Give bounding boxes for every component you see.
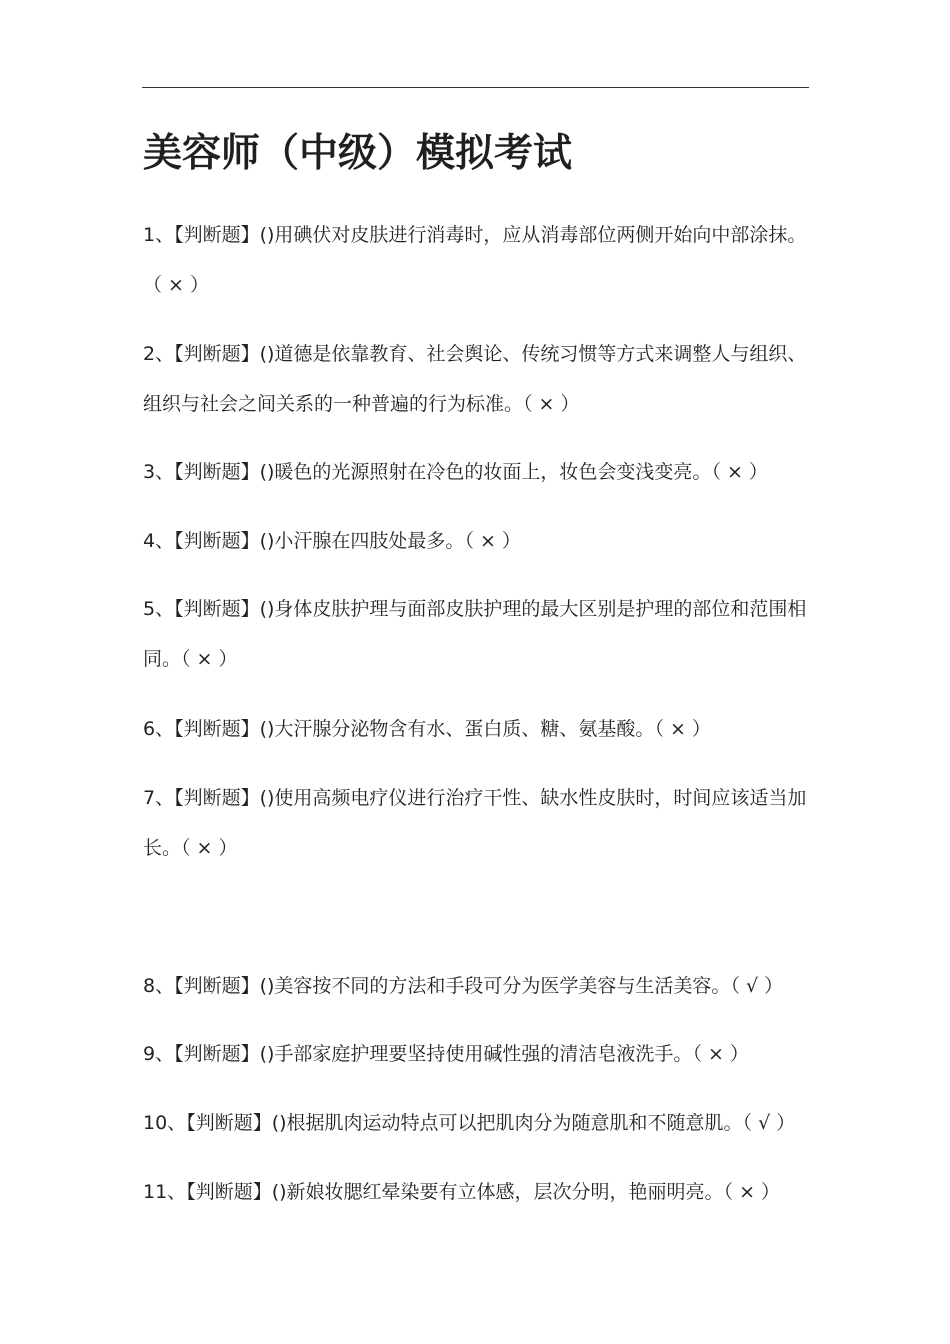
question-text: ()大汗腺分泌物含有水、蛋白质、糖、氨基酸。 (259, 718, 655, 740)
question-answer: （ × ） (654, 718, 711, 740)
question-number: 3、 (143, 461, 175, 483)
question-text: ()小汗腺在四肢处最多。 (259, 530, 465, 552)
question-item (143, 961, 813, 1011)
question-answer: （ × ） (181, 648, 238, 670)
question-number: 2、 (143, 343, 175, 365)
question-type-tag: 【判断题】 (174, 975, 260, 997)
question-text: ()用碘伏对皮肤进行消毒时，应从消毒部位两侧开始向中部涂抹。 (259, 224, 807, 246)
question-number: 7、 (143, 787, 175, 809)
question-text: ()根据肌肉运动特点可以把肌肉分为随意肌和不随意肌。 (271, 1112, 743, 1134)
question-item (143, 210, 813, 310)
top-rule (142, 87, 809, 88)
question-item (143, 516, 813, 566)
question-number: 11、 (143, 1181, 187, 1203)
question-answer: （ √ ） (742, 1112, 796, 1134)
question-item (143, 1098, 813, 1148)
question-type-tag: 【判断题】 (174, 461, 260, 483)
question-answer: （ × ） (181, 837, 238, 859)
question-item (143, 1029, 813, 1079)
question-type-tag: 【判断题】 (174, 224, 260, 246)
question-type-tag: 【判断题】 (186, 1112, 272, 1134)
question-number: 5、 (143, 598, 175, 620)
question-type-tag: 【判断题】 (174, 598, 260, 620)
question-type-tag: 【判断题】 (174, 530, 260, 552)
question-type-tag: 【判断题】 (174, 343, 260, 365)
question-type-tag: 【判断题】 (186, 1181, 272, 1203)
page-title: 美容师（中级）模拟考试 (143, 131, 573, 176)
question-answer: （ × ） (692, 1043, 749, 1065)
question-item (143, 1167, 813, 1217)
question-number: 9、 (143, 1043, 175, 1065)
question-item (143, 704, 813, 754)
question-answer: （ × ） (464, 530, 521, 552)
question-number: 1、 (143, 224, 175, 246)
question-number: 10、 (143, 1112, 187, 1134)
question-text: ()暖色的光源照射在冷色的妆面上，妆色会变浅变亮。 (259, 461, 712, 483)
question-answer: （ × ） (723, 1181, 781, 1203)
question-number: 4、 (143, 530, 175, 552)
question-type-tag: 【判断题】 (174, 787, 260, 809)
question-text: ()使用高频电疗仪进行治疗干性、缺水性皮肤时，时间应该适当加长。 (143, 787, 807, 859)
question-item (143, 329, 813, 429)
question-item (143, 773, 813, 873)
question-text: ()新娘妆腮红晕染要有立体感，层次分明，艳丽明亮。 (271, 1181, 724, 1203)
question-text: ()身体皮肤护理与面部皮肤护理的最大区别是护理的部位和范围相同。 (143, 598, 807, 670)
question-type-tag: 【判断题】 (174, 718, 260, 740)
question-item (143, 584, 813, 684)
question-answer: （ √ ） (730, 975, 784, 997)
question-number: 6、 (143, 718, 175, 740)
question-answer: （ × ） (523, 393, 580, 415)
question-text: ()手部家庭护理要坚持使用碱性强的清洁皂液洗手。 (259, 1043, 693, 1065)
question-answer: （ × ） (143, 274, 209, 296)
question-text: ()道德是依靠教育、社会舆论、传统习惯等方式来调整人与组织、组织与社会之间关系的一种普遍的行为标准。 (143, 343, 807, 415)
question-answer: （ × ） (711, 461, 768, 483)
question-number: 8、 (143, 975, 175, 997)
question-type-tag: 【判断题】 (174, 1043, 260, 1065)
question-text: ()美容按不同的方法和手段可分为医学美容与生活美容。 (259, 975, 731, 997)
question-item (143, 447, 813, 497)
